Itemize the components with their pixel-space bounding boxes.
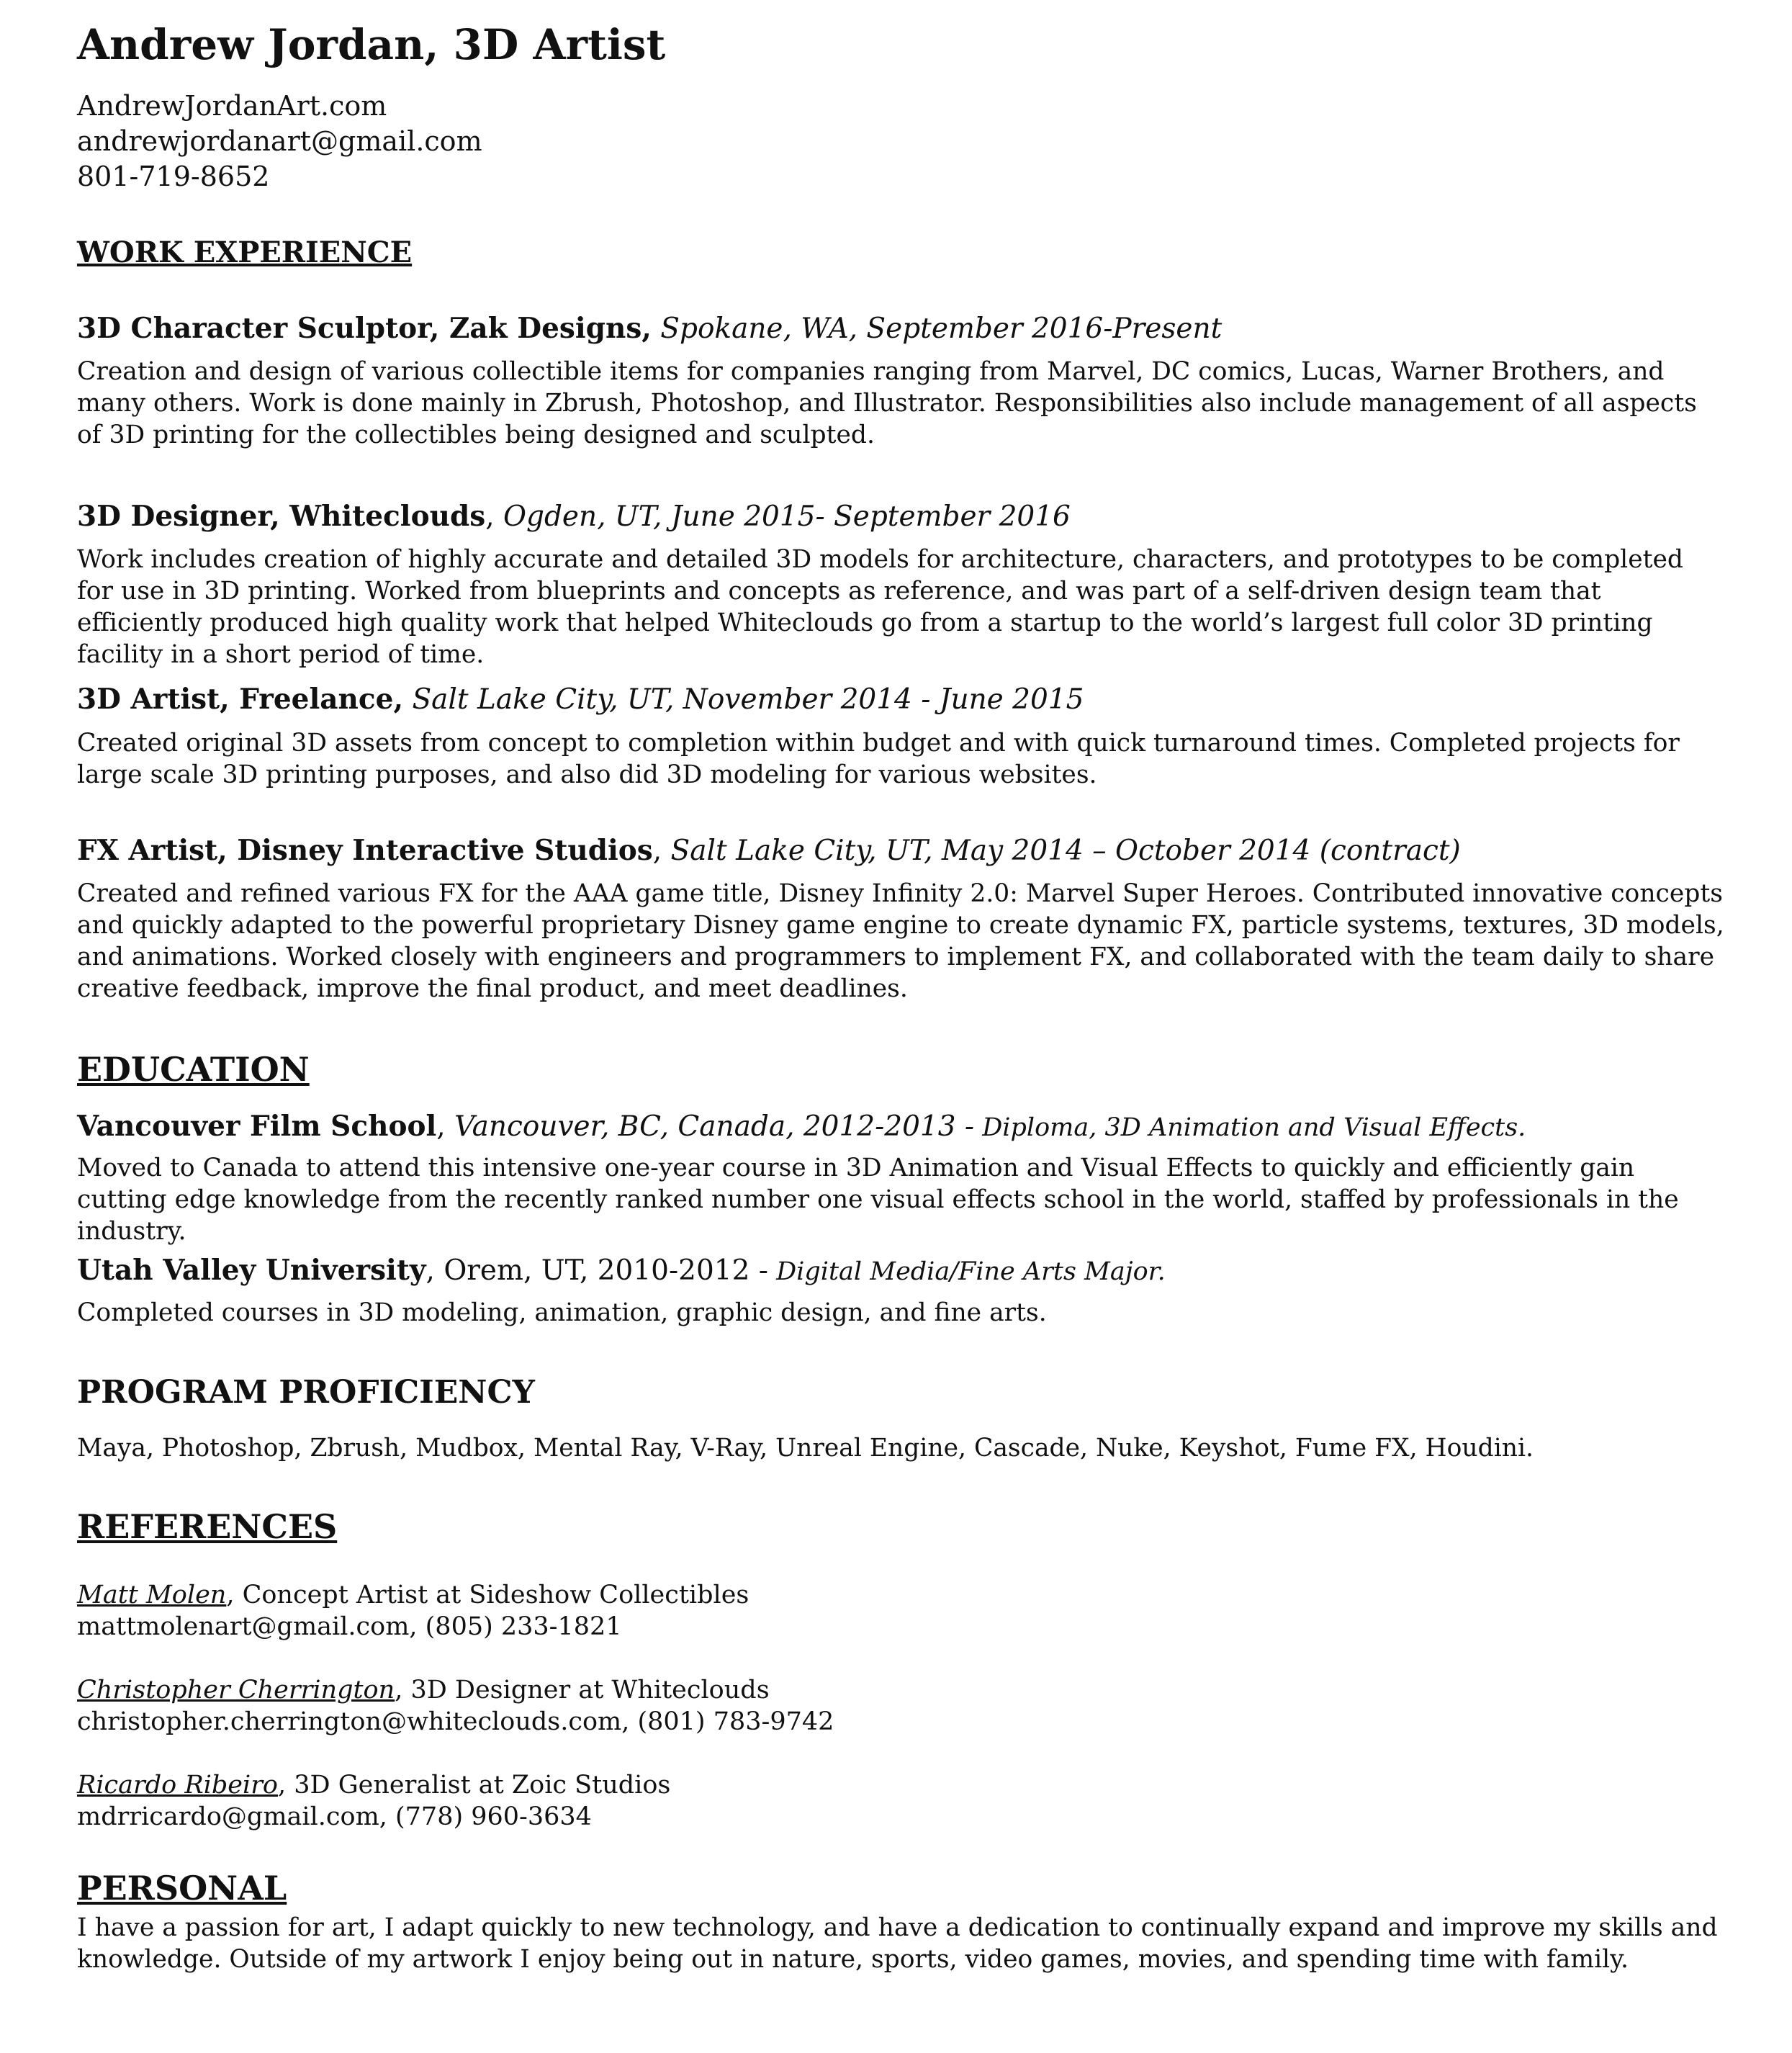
school-line bbox=[77, 1254, 1166, 1287]
contact-phone: 801-719-8652 bbox=[77, 161, 270, 192]
school-location: Vancouver, BC, Canada, 2012-2013 - bbox=[445, 1110, 975, 1143]
school-sep: , bbox=[426, 1254, 435, 1287]
program-list: Maya, Photoshop, Zbrush, Mudbox, Mental Ray, V-Ray, Unreal Engine, Cascade, Nuke, Keyshot, Fume FX, Houdini. bbox=[77, 1434, 1534, 1463]
job-details: Spokane, WA, September 2016-Present bbox=[651, 313, 1223, 345]
job-title: 3D Artist, Freelance, bbox=[77, 683, 404, 716]
school-credential: Diploma, 3D Animation and Visual Effects. bbox=[974, 1113, 1526, 1142]
job-title: FX Artist, Disney Interactive Studios bbox=[77, 834, 653, 867]
job-title-line bbox=[77, 312, 1222, 345]
job-title-line bbox=[77, 834, 1461, 867]
reference-name-line bbox=[77, 1769, 670, 1801]
school-name: Vancouver Film School bbox=[77, 1110, 437, 1143]
school-line bbox=[77, 1110, 1526, 1143]
reference-entry bbox=[77, 1579, 749, 1643]
job-sep: , bbox=[485, 500, 495, 533]
reference-name[interactable]: Ricardo Ribeiro bbox=[77, 1771, 279, 1800]
school-description: Moved to Canada to attend this intensive one-year course in 3D Animation and Visual Effects to quickly and efficiently gain cutting edge knowledge from the recently ranked number one visual effects school in the world, staffed by professionals in the industry. bbox=[77, 1154, 1679, 1246]
reference-contact: mattmolenart@gmail.com, (805) 233-1821 bbox=[77, 1612, 622, 1641]
program-proficiency-heading: PROGRAM PROFICIENCY bbox=[77, 1374, 535, 1411]
reference-name[interactable]: Christopher Cherrington bbox=[77, 1676, 395, 1704]
reference-contact: mdrricardo@gmail.com, (778) 960-3634 bbox=[77, 1802, 592, 1831]
work-experience-heading: WORK EXPERIENCE bbox=[77, 235, 413, 269]
school-credential: Digital Media/Fine Arts Major. bbox=[768, 1257, 1166, 1286]
contact-email[interactable]: andrewjordanart@gmail.com bbox=[77, 125, 482, 157]
job-title-line bbox=[77, 500, 1071, 533]
contact-website[interactable]: AndrewJordanArt.com bbox=[77, 90, 387, 122]
reference-contact: christopher.cherrington@whiteclouds.com, (801) 783-9742 bbox=[77, 1707, 834, 1736]
references-heading: REFERENCES bbox=[77, 1507, 338, 1546]
job-title: 3D Designer, Whiteclouds bbox=[77, 500, 486, 533]
job-details: Ogden, UT, June 2015- September 2016 bbox=[494, 500, 1071, 533]
reference-entry bbox=[77, 1674, 834, 1738]
job-description: Work includes creation of highly accurate and detailed 3D models for architecture, characters, and prototypes to be completed for use in 3D printing. Worked from blueprints and concepts as reference, and was part of a self-driven design team that efficiently produced high quality work that helped Whiteclouds go from a startup to the world’s largest full color 3D printing facility in a short period of time. bbox=[77, 545, 1683, 669]
reference-name-line bbox=[77, 1579, 749, 1611]
job-description: Creation and design of various collectible items for companies ranging from Marvel, DC comics, Lucas, Warner Brothers, and many others. Work is done mainly in Zbrush, Photoshop, and Illustrator. Responsibilities also include management of all aspects of 3D printing for the collectibles being designed and sculpted. bbox=[77, 357, 1697, 449]
reference-role: , 3D Designer at Whiteclouds bbox=[395, 1676, 770, 1704]
education-heading: EDUCATION bbox=[77, 1050, 310, 1089]
personal-heading: PERSONAL bbox=[77, 1869, 287, 1908]
job-sep: , bbox=[652, 835, 662, 867]
school-location: Orem, UT, 2010-2012 - bbox=[434, 1254, 768, 1287]
job-details: Salt Lake City, UT, May 2014 – October 2014 (contract) bbox=[662, 835, 1461, 867]
job-details: Salt Lake City, UT, November 2014 - June 2015 bbox=[403, 683, 1084, 716]
reference-role: , 3D Generalist at Zoic Studios bbox=[278, 1771, 671, 1800]
job-title-line bbox=[77, 683, 1084, 716]
personal-text: I have a passion for art, I adapt quickly to new technology, and have a dedication to continually expand and improve my skills and knowledge. Outside of my artwork I enjoy being out in nature, sports, video games, movies, and spending time with family. bbox=[77, 1913, 1718, 1974]
reference-name[interactable]: Matt Molen bbox=[77, 1581, 227, 1609]
reference-name-line bbox=[77, 1674, 834, 1706]
school-name: Utah Valley University bbox=[77, 1254, 426, 1287]
job-title: 3D Character Sculptor, Zak Designs, bbox=[77, 312, 652, 345]
school-description: Completed courses in 3D modeling, animation, graphic design, and fine arts. bbox=[77, 1298, 1047, 1327]
reference-role: , Concept Artist at Sideshow Collectibles bbox=[226, 1581, 749, 1609]
school-sep: , bbox=[436, 1110, 446, 1143]
resume-name: Andrew Jordan, 3D Artist bbox=[77, 20, 666, 69]
job-description: Created and refined various FX for the AAA game title, Disney Infinity 2.0: Marvel Super Heroes. Contributed innovative concepts and quickly adapted to the powerful proprietary Disney game engine to create dynamic FX, particle systems, textures, 3D models, and animations. Worked closely with engineers and programmers to implement FX, and collaborated with the team daily to share creative feedback, improve the final product, and meet deadlines. bbox=[77, 879, 1724, 1003]
reference-entry bbox=[77, 1769, 670, 1833]
job-description: Created original 3D assets from concept to completion within budget and with quick turnaround times. Completed projects for large scale 3D printing purposes, and also did 3D modeling for various websites. bbox=[77, 729, 1680, 789]
